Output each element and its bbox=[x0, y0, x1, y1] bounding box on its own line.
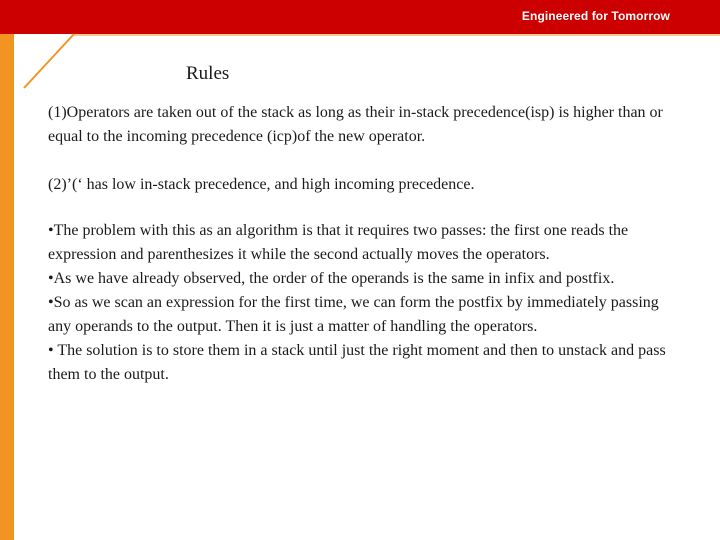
rule-2-text: (2)’(‘ has low in-stack precedence, and high incoming precedence. bbox=[48, 176, 475, 193]
bullet-item: •So as we scan an expression for the first time, we can form the postfix by immediately passing any operands to the output. Then it is just a matter of handling the operators. bbox=[48, 294, 659, 335]
slide-content bbox=[48, 101, 666, 387]
accent-notch bbox=[14, 34, 74, 88]
rule-1-text: (1)Operators are taken out of the stack as long as their in-stack precedence(isp) is higher than or equal to the incoming precedence (icp)of the new operator. bbox=[48, 104, 663, 145]
slide-title: Rules bbox=[186, 63, 230, 84]
bullet-item: • The solution is to store them in a stack until just the right moment and then to unstack and pass them to the output. bbox=[48, 342, 666, 383]
header-tagline: Engineered for Tomorrow bbox=[521, 9, 670, 23]
bullet-item: •The problem with this as an algorithm is that it requires two passes: the first one reads the expression and parenthesizes it while the second actually moves the operators. bbox=[48, 222, 629, 263]
bullet-item: •As we have already observed, the order of the operands is the same in infix and postfix. bbox=[48, 270, 615, 287]
